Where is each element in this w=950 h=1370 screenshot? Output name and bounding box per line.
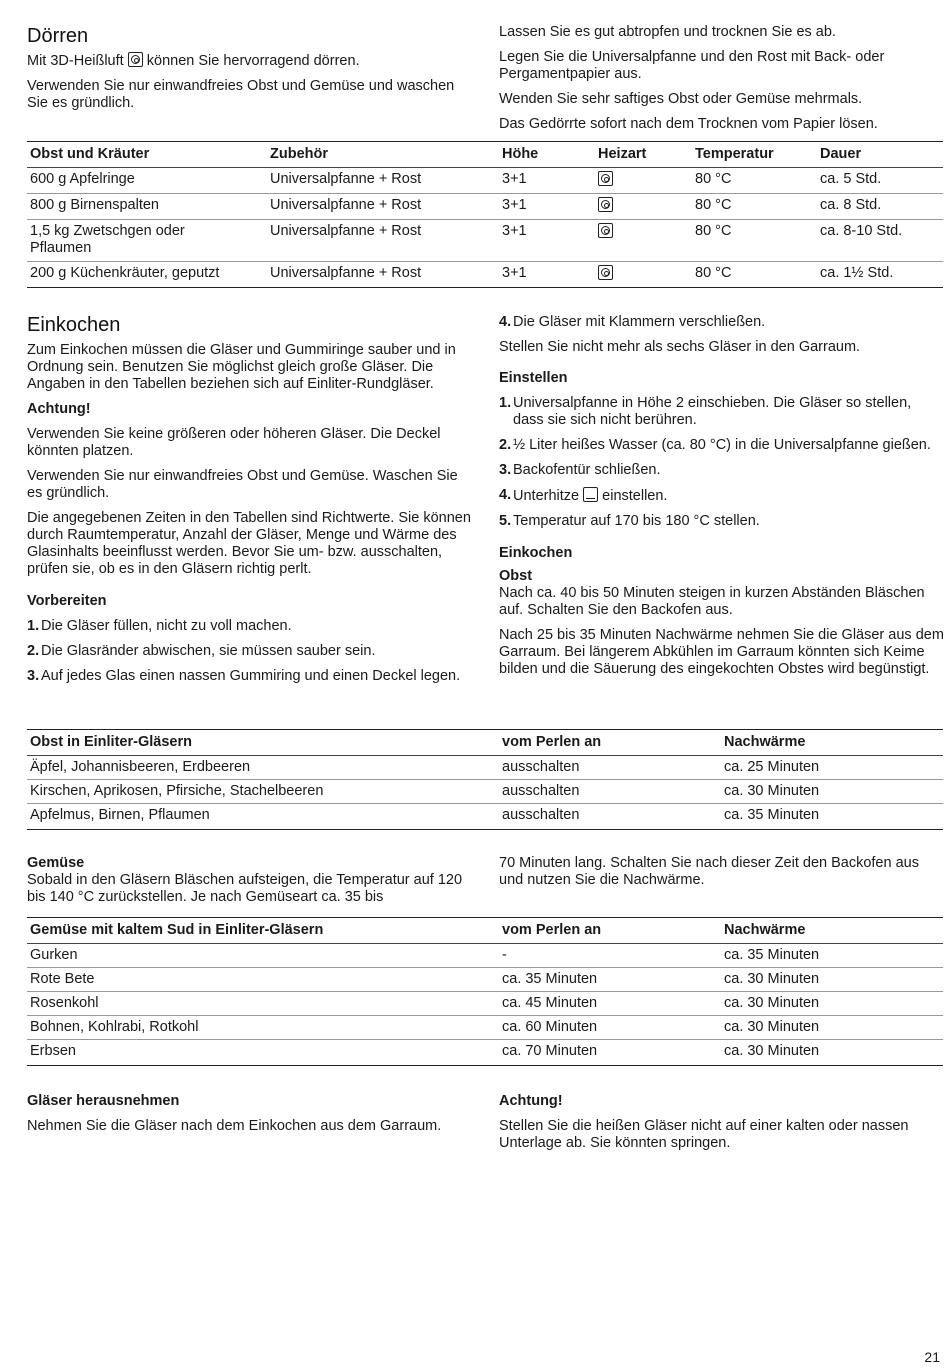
table-cell: ca. 30 Minuten [721, 968, 943, 992]
table-cell: Universalpfanne + Rost [267, 168, 499, 194]
table-cell: Rosenkohl [27, 992, 499, 1016]
table-cell: ca. 8 Std. [817, 194, 943, 220]
table-cell: 80 °C [692, 220, 817, 262]
list-item: 2. ½ Liter heißes Wasser (ca. 80 °C) in die Universalpfanne gießen. [499, 437, 931, 453]
table-cell: ca. 30 Minuten [721, 992, 943, 1016]
table-header: Gemüse mit kaltem Sud in Einliter-Gläsern [27, 918, 499, 944]
table-cell: 80 °C [692, 194, 817, 220]
list-item: 3. Backofentür schließen. [499, 462, 661, 478]
table-cell: ca. 35 Minuten [721, 804, 943, 830]
table-cell: ca. 30 Minuten [721, 1040, 943, 1066]
table-cell: Rote Bete [27, 968, 499, 992]
einkochen-left-column [27, 313, 472, 685]
table-cell [595, 262, 692, 288]
doerren-tip-3: Wenden Sie sehr saftiges Obst oder Gemüse mehrmals. [499, 91, 863, 107]
table-row [27, 992, 943, 1016]
table-cell: ca. 1½ Std. [817, 262, 943, 288]
3d-hot-air-icon [598, 171, 613, 186]
table-header: Höhe [499, 142, 595, 168]
table-cell: ca. 35 Minuten [499, 968, 721, 992]
einstellen-heading: Einstellen [499, 370, 568, 386]
heraus-heading: Gläser herausnehmen [27, 1093, 180, 1109]
table-row [27, 1040, 943, 1066]
gemuese-paragraph-right: 70 Minuten lang. Schalten Sie nach dieser Zeit den Backofen aus und nutzen Sie die Nachwärme. [499, 855, 919, 888]
table-header: Obst und Kräuter [27, 142, 267, 168]
table-cell: ausschalten [499, 804, 721, 830]
table-cell: 600 g Apfelringe [27, 168, 267, 194]
list-item: 2. Die Glasränder abwischen, sie müssen sauber sein. [27, 643, 376, 659]
doerren-tip-1: Lassen Sie es gut abtropfen und trocknen Sie es ab. [499, 24, 836, 40]
table-header-row [27, 730, 943, 756]
table-cell: ca. 8-10 Std. [817, 220, 943, 262]
list-item: 4. Die Gläser mit Klammern verschließen. [499, 314, 766, 330]
table-header: Nachwärme [721, 730, 943, 756]
table-row [27, 1016, 943, 1040]
table-cell: 80 °C [692, 262, 817, 288]
table-cell: - [499, 944, 721, 968]
table-cell: ausschalten [499, 780, 721, 804]
doerren-tip-4: Das Gedörrte sofort nach dem Trocknen vom Papier lösen. [499, 116, 878, 132]
gemuese-paragraph-left: Sobald in den Gläsern Bläschen aufsteigen, die Temperatur auf 120 bis 140 °C zurückstellen. Je nach Gemüseart ca. 35 bis [27, 872, 463, 905]
table-row [27, 780, 943, 804]
table-cell: Universalpfanne + Rost [267, 220, 499, 262]
table-cell: ca. 35 Minuten [721, 944, 943, 968]
einkochen-title: Einkochen [27, 314, 121, 336]
einkochen-subheading: Einkochen [499, 545, 573, 561]
3d-hot-air-icon [598, 223, 613, 238]
table-cell: 1,5 kg Zwetschgen oder Pflaumen [27, 220, 267, 262]
table-cell: 800 g Birnenspalten [27, 194, 267, 220]
doerren-table [27, 141, 943, 288]
table-cell: ausschalten [499, 756, 721, 780]
table-header-row [27, 142, 943, 168]
doerren-intro-post: können Sie hervorragend dörren. [146, 53, 360, 69]
doerren-title: Dörren [27, 25, 89, 47]
table-cell [595, 220, 692, 262]
achtung-paragraph-1: Verwenden Sie keine größeren oder höheren Gläser. Die Deckel könnten platzen. [27, 426, 441, 459]
doerren-tip-2: Legen Sie die Universalpfanne und den Rost mit Back- oder Pergamentpapier aus. [499, 49, 885, 82]
heraus-column [27, 1093, 472, 1135]
table-cell: Universalpfanne + Rost [267, 262, 499, 288]
doerren-intro-pre: Mit 3D-Heißluft [27, 53, 124, 69]
list-item: 1. Universalpfanne in Höhe 2 einschieben. Die Gläser so stellen, dass sie sich nicht berühren. [499, 395, 912, 428]
table-header: vom Perlen an [499, 918, 721, 944]
gemuese-table [27, 917, 943, 1066]
table-row [27, 756, 943, 780]
step-text: einstellen. [602, 488, 668, 504]
achtung-paragraph-2: Verwenden Sie nur einwandfreies Obst und Gemüse. Waschen Sie es gründlich. [27, 468, 458, 501]
gemuese-heading: Gemüse [27, 855, 85, 871]
table-header: Dauer [817, 142, 943, 168]
doerren-paragraph: Verwenden Sie nur einwandfreies Obst und Gemüse und waschen Sie es gründlich. [27, 78, 455, 111]
table-cell: Erbsen [27, 1040, 499, 1066]
step-text: Unterhitze [513, 488, 580, 504]
achtung-paragraph-3: Die angegebenen Zeiten in den Tabellen sind Richtwerte. Sie können durch Raumtemperatur, Anzahl der Gläser, Menge und Wärme des Glasinhalts beeinflusst werden. Bevor Sie um- bzw. ausschalten, prüfen sie, ob es in den Gläsern richtig perlt. [27, 510, 471, 577]
table-header: Obst in Einliter-Gläsern [27, 730, 499, 756]
achtung2-column [499, 1093, 944, 1152]
obst-heading: Obst [499, 568, 533, 584]
3d-hot-air-icon [598, 197, 613, 212]
table-cell: ca. 25 Minuten [721, 756, 943, 780]
max-glasses-note: Stellen Sie nicht mehr als sechs Gläser in den Garraum. [499, 339, 861, 355]
bottom-heat-icon [583, 487, 598, 502]
table-row [27, 168, 943, 194]
table-cell: 3+1 [499, 262, 595, 288]
table-row [27, 262, 943, 288]
heraus-paragraph: Nehmen Sie die Gläser nach dem Einkochen aus dem Garraum. [27, 1118, 442, 1134]
table-header: Zubehör [267, 142, 499, 168]
3d-hot-air-icon [598, 265, 613, 280]
table-cell: ca. 70 Minuten [499, 1040, 721, 1066]
table-cell: 3+1 [499, 194, 595, 220]
einkochen-right-column [499, 314, 944, 678]
table-header: Temperatur [692, 142, 817, 168]
vorbereiten-heading: Vorbereiten [27, 593, 107, 609]
page-number: 21 [924, 1349, 940, 1365]
table-cell: Universalpfanne + Rost [267, 194, 499, 220]
doerren-right-column [499, 24, 944, 133]
table-row [27, 804, 943, 830]
table-cell: Gurken [27, 944, 499, 968]
table-header: Heizart [595, 142, 692, 168]
obst-paragraph-1: Nach ca. 40 bis 50 Minuten steigen in kurzen Abständen Bläschen auf. Schalten Sie den Backofen aus. [499, 585, 925, 618]
table-cell: 3+1 [499, 168, 595, 194]
gemuese-left-column [27, 855, 472, 906]
table-row [27, 968, 943, 992]
table-header: Nachwärme [721, 918, 943, 944]
einkochen-intro: Zum Einkochen müssen die Gläser und Gummiringe sauber und in Ordnung sein. Benutzen Sie möglichst gleich große Gläser. Die Angaben in den Tabellen beziehen sich auf Einliter-Rundgläser. [27, 342, 456, 392]
table-header: vom Perlen an [499, 730, 721, 756]
achtung-heading: Achtung! [27, 401, 91, 417]
list-item: 3. Auf jedes Glas einen nassen Gummiring und einen Deckel legen. [27, 668, 461, 684]
doerren-intro [27, 52, 472, 70]
list-item: 1. Die Gläser füllen, nicht zu voll machen. [27, 618, 292, 634]
table-cell: Apfelmus, Birnen, Pflaumen [27, 804, 499, 830]
table-header-row [27, 918, 943, 944]
table-cell: 200 g Küchenkräuter, geputzt [27, 262, 267, 288]
table-cell: ca. 30 Minuten [721, 1016, 943, 1040]
table-row [27, 194, 943, 220]
table-row [27, 220, 943, 262]
table-cell: ca. 30 Minuten [721, 780, 943, 804]
list-item: 5. Temperatur auf 170 bis 180 °C stellen. [499, 513, 760, 529]
obst-table [27, 729, 943, 830]
3d-hot-air-icon [128, 52, 143, 67]
obst-paragraph-2: Nach 25 bis 35 Minuten Nachwärme nehmen Sie die Gläser aus dem Garraum. Bei längerem Abkühlen im Garraum könnten sich Keime bilden und die Säuerung des eingekochten Obstes wird begünstigt. [499, 627, 944, 677]
table-cell [595, 168, 692, 194]
achtung2-heading: Achtung! [499, 1093, 563, 1109]
table-cell: ca. 5 Std. [817, 168, 943, 194]
table-cell: ca. 45 Minuten [499, 992, 721, 1016]
table-cell: Bohnen, Kohlrabi, Rotkohl [27, 1016, 499, 1040]
doerren-left-column [27, 24, 472, 112]
table-cell [595, 194, 692, 220]
achtung2-paragraph: Stellen Sie die heißen Gläser nicht auf einer kalten oder nassen Unterlage ab. Sie könnten springen. [499, 1118, 909, 1151]
table-cell: ca. 60 Minuten [499, 1016, 721, 1040]
list-item: 4. Unterhitze einstellen. [499, 487, 668, 504]
table-row [27, 944, 943, 968]
table-cell: Kirschen, Aprikosen, Pfirsiche, Stachelbeeren [27, 780, 499, 804]
gemuese-right-column [499, 855, 944, 889]
table-cell: 3+1 [499, 220, 595, 262]
table-cell: 80 °C [692, 168, 817, 194]
table-cell: Äpfel, Johannisbeeren, Erdbeeren [27, 756, 499, 780]
